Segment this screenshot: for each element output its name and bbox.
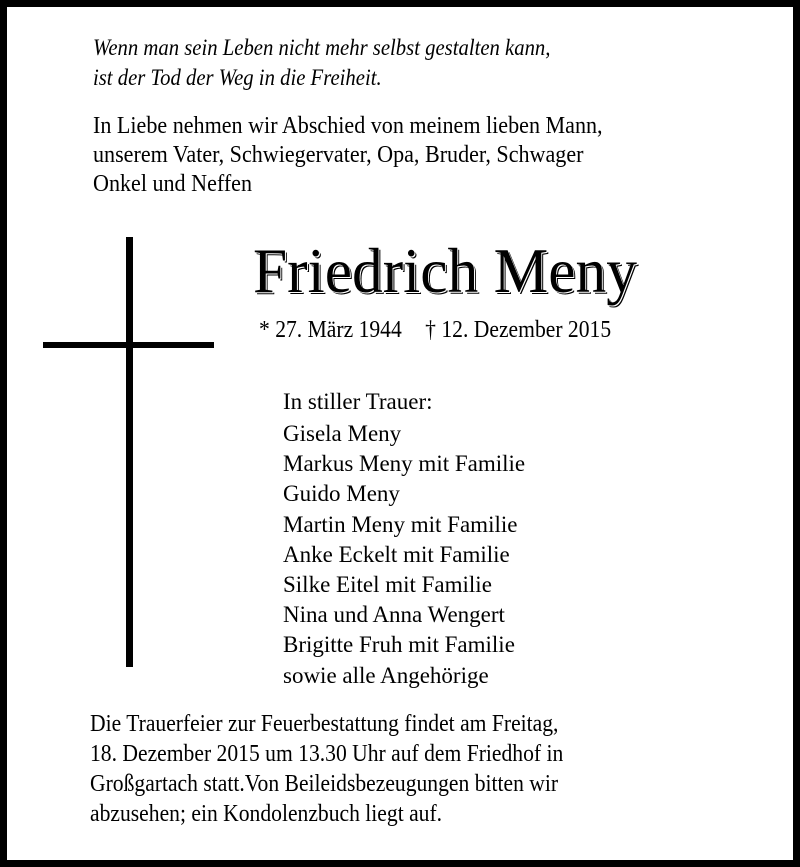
deceased-name: Friedrich Meny [253, 235, 637, 306]
cross-horizontal-bar [43, 342, 214, 348]
cross-vertical-bar [126, 237, 133, 667]
funeral-notice [90, 709, 563, 829]
birth-date: * 27. März 1944 [259, 317, 402, 343]
mourner-item: Gisela Meny [283, 421, 402, 446]
notice-line: Großgartach statt.Von Beileidsbezeugungen bitten wir [90, 771, 559, 797]
life-dates [259, 315, 611, 345]
notice-line: abzusehen; ein Kondolenzbuch liegt auf. [90, 801, 443, 827]
intro-text [93, 112, 603, 199]
mourner-item: Markus Meny mit Familie [283, 451, 526, 477]
mourner-item: sowie alle Angehörige [283, 662, 489, 688]
obituary-frame [7, 7, 793, 860]
intro-line: In Liebe nehmen wir Abschied von meinem lieben Mann, [93, 113, 603, 139]
death-date: † 12. Dezember 2015 [425, 317, 612, 343]
motto-quote [93, 33, 550, 93]
notice-line: Die Trauerfeier zur Feuerbestattung findet am Freitag, [90, 711, 559, 737]
notice-line: 18. Dezember 2015 um 13.30 Uhr auf dem Friedhof in [90, 741, 564, 767]
mourners-list [283, 419, 525, 691]
mourner-item: Silke Eitel mit Familie [283, 572, 492, 598]
motto-line: ist der Tod der Weg in die Freiheit. [93, 65, 382, 90]
motto-line: Wenn man sein Leben nicht mehr selbst gestalten kann, [93, 35, 551, 60]
intro-line: unserem Vater, Schwiegervater, Opa, Bruder, Schwager [93, 142, 584, 168]
intro-line: Onkel und Neffen [93, 171, 253, 197]
mourners-heading: In stiller Trauer: [283, 389, 433, 414]
mourner-item: Guido Meny [283, 481, 400, 507]
mourner-item: Brigitte Fruh mit Familie [283, 632, 515, 658]
mourner-item: Nina und Anna Wengert [283, 602, 505, 628]
mourner-item: Martin Meny mit Familie [283, 511, 518, 537]
mourner-item: Anke Eckelt mit Familie [283, 541, 510, 567]
